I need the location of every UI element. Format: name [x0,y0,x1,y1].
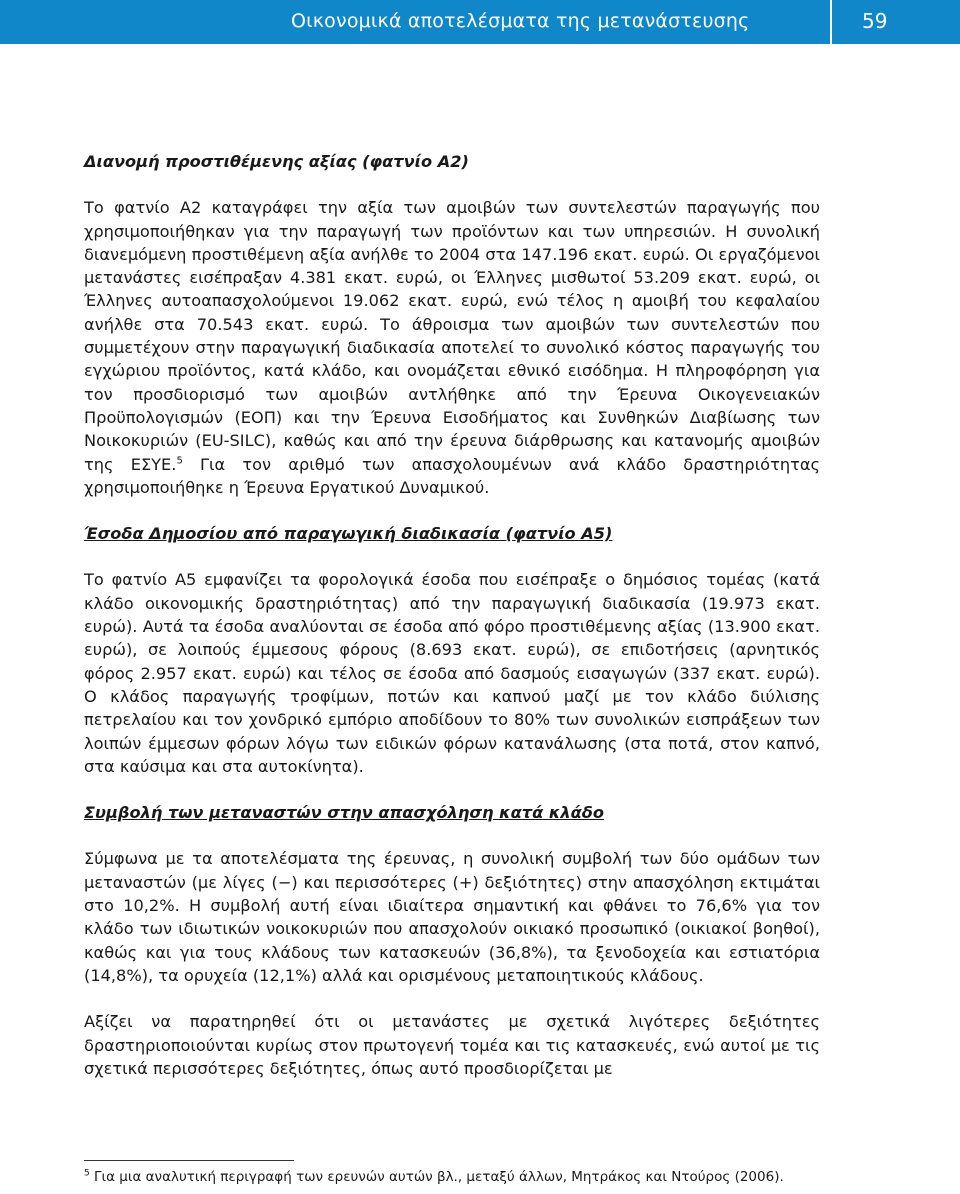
running-title: Οικονομικά αποτελέσματα της μετανάστευσης [291,10,750,32]
footnote-marker: 5 [84,1168,90,1179]
paragraph-skills: Αξίζει να παρατηρηθεί ότι οι μετανάστες με σχετικά λιγότερες δεξιότητες δραστηριοποιούνται κυρίως στον πρωτογενή τομέα και τις κατασκευές, ενώ αυτοί με τις σχετικά περισσότερες δεξιότητες, όπως αυτό προσδιορίζεται με [84,1012,820,1078]
paragraph-text: Το φατνίο Α2 καταγράφει την αξία των αμοιβών των συντελεστών παραγωγής που χρησιμοποιήθηκαν για την παραγωγή των προϊόντων και των υπηρεσιών. Η συνολική διανεμόμενη προστιθέμενη αξία ανήλθε το 2004 στα 147.196 εκατ. ευρώ. Οι εργαζόμενοι μετανάστες εισέπραξαν 4.381 εκατ. ευρώ, οι Έλληνες μισθωτοί 53.209 εκατ. ευρώ, οι Έλληνες αυτοαπασχολούμενοι 19.062 εκατ. ευρώ, ενώ τέλος η αμοιβή του κεφαλαίου ανήλθε στα 70.543 εκατ. ευρώ. Το άθροισμα των αμοιβών των συντελεστών που συμμετέχουν στην παραγωγική διαδικασία αποτελεί το συνολικό κόστος παραγωγής του εγχώριου προϊόντος, κατά κλάδο, και ονομάζεται εθνικό εισόδημα. Η πληροφόρηση για τον προσδιορισμό των αμοιβών αντλήθηκε από την Έρευνα Οικογενειακών Προϋπολογισμών (ΕΟΠ) και την Έρευνα Εισοδήματος και Συνθηκών Διαβίωσης των Νοικοκυριών (EU-SILC), καθώς και από την έρευνα διάρθρωσης και κατανομής αμοιβών της ΕΣΥΕ. [84,198,820,474]
page-number: 59 [862,9,888,33]
section-heading-value-added: Διανομή προστιθέμενης αξίας (φατνίο Α2) [84,152,469,171]
paragraph-value-added [84,196,820,499]
paragraph-employment: Σύμφωνα με τα αποτελέσματα της έρευνας, η συνολική συμβολή των δύο ομάδων των μεταναστών (με λίγες (−) και περισσότερες (+) δεξιότητες) στην απασχόληση εκτιμάται στο 10,2%. Η συμβολή αυτή είναι ιδιαίτερα σημαντική και φθάνει το 76,6% για τον κλάδο των ιδιωτικών νοικοκυριών που απασχολούν οικιακό προσωπικό (οικιακοί βοηθοί), καθώς και για τους κλάδους των κατασκευών (36,8%), τα ξενοδοχεία και εστιατόρια (14,8%), τα ορυχεία (12,1%) αλλά και ορισμένους μεταποιητικούς κλάδους. [84,849,820,985]
footnote-ref[interactable]: 5 [176,455,183,467]
running-header [0,0,960,44]
paragraph-public-revenue: Το φατνίο Α5 εμφανίζει τα φορολογικά έσοδα που εισέπραξε ο δημόσιος τομέας (κατά κλάδο οικονομικής δραστηριότητας) από την παραγωγική διαδικασία (19.973 εκατ. ευρώ). Αυτά τα έσοδα αναλύονται σε έσοδα από φόρο προστιθέμενης αξίας (13.900 εκατ. ευρώ), σε λοιπούς έμμεσους φόρους (8.693 εκατ. ευρώ), σε επιδοτήσεις (αρνητικός φόρος 2.957 εκατ. ευρώ) και τέλος σε έσοδα από δασμούς εισαγωγών (337 εκατ. ευρώ). Ο κλάδος παραγωγής τροφίμων, ποτών και καπνού μαζί με τον κλάδο διύλισης πετρελαίου και τον χονδρικό εμπόριο αποδίδουν το 80% των συνολικών εισπράξεων των λοιπών έμμεσων φόρων λόγω των ειδικών φόρων κατανάλωσης (στα ποτά, στον καπνό, στα καύσιμα και στα αυτοκίνητα). [84,570,820,776]
footnote-text: Για μια αναλυτική περιγραφή των ερευνών αυτών βλ., μεταξύ άλλων, Μητράκος και Ντούρος (2006). [89,1169,784,1185]
footnote-rule [84,1160,294,1161]
section-heading-employment: Συμβολή των μεταναστών στην απασχόληση κατά κλάδο [84,803,604,823]
page-body [84,150,820,1080]
paragraph-text-continued: Για τον αριθμό των απασχολουμένων ανά κλάδο δραστηριότητας χρησιμοποιήθηκε η Έρευνα Εργατικού Δυναμικού. [84,454,820,497]
header-divider [830,0,832,44]
section-heading-public-revenue: Έσοδα Δημοσίου από παραγωγική διαδικασία (φατνίο Α5) [84,524,613,544]
footnote [84,1168,884,1186]
